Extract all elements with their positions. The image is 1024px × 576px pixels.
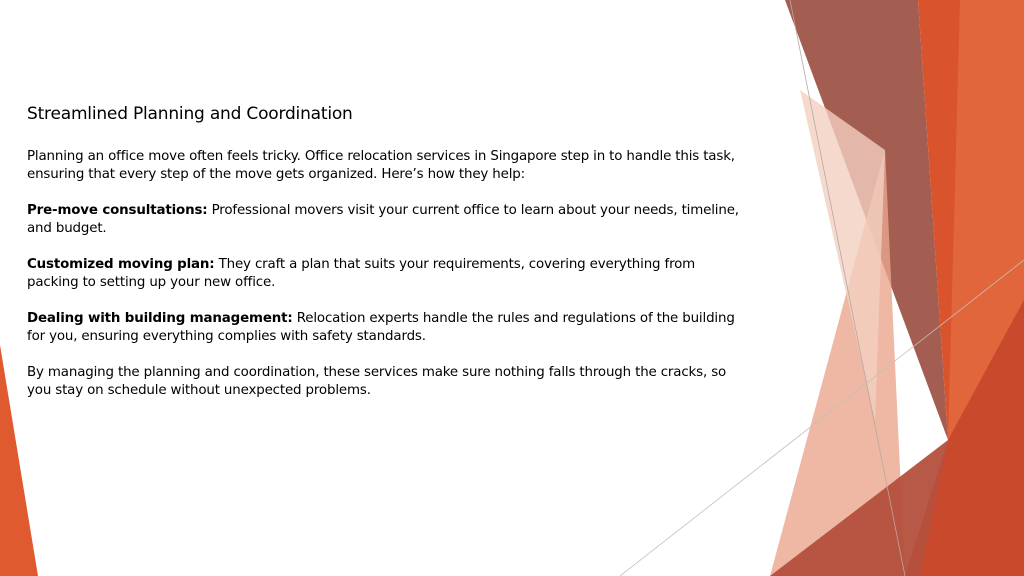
point-term: Customized moving plan: [27,257,215,272]
point-term: Pre-move consultations: [27,203,208,218]
slide-title: Streamlined Planning and Coordination [27,104,353,124]
slide-content [27,102,742,400]
point-text: They craft a plan that suits your requirements, covering everything from packing to setting up your new office. [27,257,696,290]
point-building-management [27,310,742,346]
point-term: Dealing with building management: [27,311,293,326]
point-pre-move [27,202,742,238]
closing-paragraph: By managing the planning and coordination, these services make sure nothing falls through the cracks, so you stay on schedule without unexpected problems. [27,365,727,398]
point-text: Relocation experts handle the rules and regulations of the building for you, ensuring everything complies with safety standards. [27,311,735,344]
point-customized-plan [27,256,742,292]
intro-paragraph: Planning an office move often feels tricky. Office relocation services in Singapore step in to handle this task, ensuring that every step of the move gets organized. Here’s how they help: [27,149,735,182]
point-text: Professional movers visit your current office to learn about your needs, timeline, and budget. [27,203,739,236]
